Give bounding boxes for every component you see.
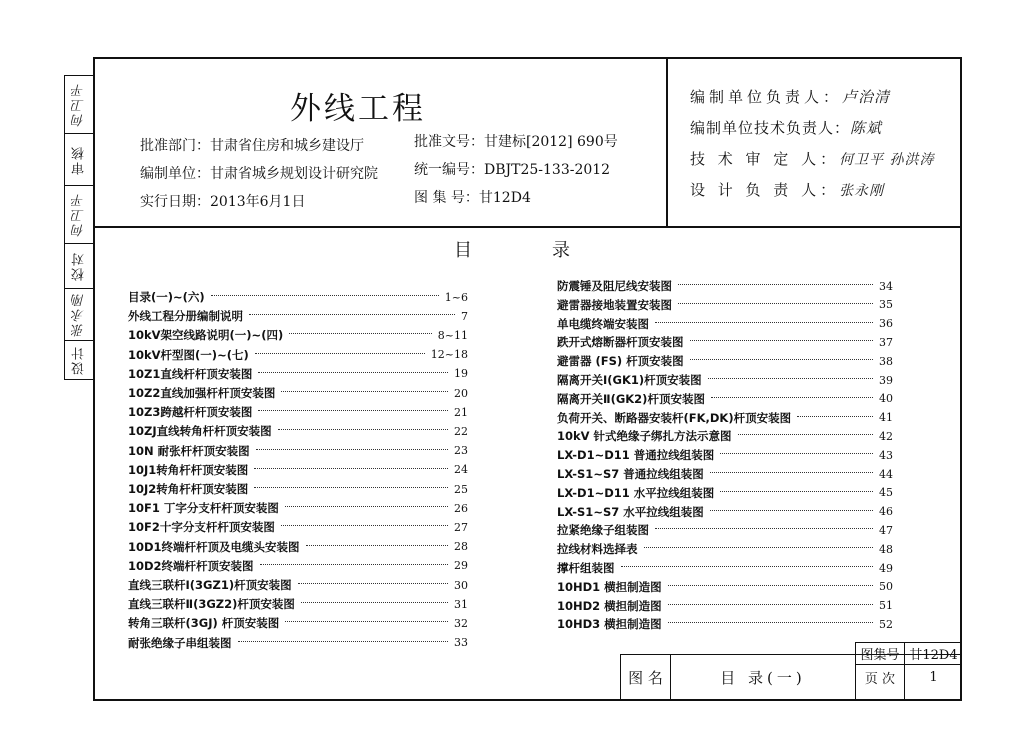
toc-entry xyxy=(557,297,893,313)
toc-entry-title: 避雷器接地装置安装图 xyxy=(557,297,672,312)
toc-leader-dots xyxy=(285,505,448,507)
toc-entry-page: 32 xyxy=(454,616,468,630)
page-number-value: 1 xyxy=(929,670,938,685)
toc-entry xyxy=(128,519,468,535)
toc-entry-page: 19 xyxy=(454,367,468,381)
toc-entry-page: 42 xyxy=(879,429,893,443)
toc-entry-title: 10J1转角杆杆顶安装图 xyxy=(128,462,249,477)
toc-entry xyxy=(128,558,468,574)
toc-entry xyxy=(128,596,468,612)
toc-entry-page: 29 xyxy=(454,559,468,573)
toc-leader-dots xyxy=(678,283,873,285)
toc-entry-title: 耐张绝缘子串组装图 xyxy=(128,635,232,650)
toc-entry xyxy=(557,522,893,538)
toc-leader-dots xyxy=(211,294,439,296)
toc-entry-page: 24 xyxy=(454,463,468,477)
toc-entry xyxy=(557,616,893,632)
toc-entry-page: 25 xyxy=(454,482,468,496)
approval-side-strip xyxy=(64,75,94,380)
toc-entry-title: 10kV架空线路说明(一)~(四) xyxy=(128,328,284,343)
toc-entry-title: 10ZJ直线转角杆杆顶安装图 xyxy=(128,424,272,439)
atlas-number-label: 图集号 xyxy=(860,648,900,663)
toc-leader-dots xyxy=(738,433,873,435)
toc-entry-page: 37 xyxy=(879,335,893,349)
toc-entry xyxy=(128,423,468,439)
toc-leader-dots xyxy=(710,471,873,473)
toc-leader-dots xyxy=(281,390,448,392)
toc-leader-dots xyxy=(644,546,874,548)
toc-entry-page: 50 xyxy=(879,580,893,594)
toc-entry-page: 45 xyxy=(879,486,893,500)
toc-entry-title: 外线工程分册编制说明 xyxy=(128,309,243,324)
tech-head-row xyxy=(690,117,882,138)
toc-entry-title: 拉线材料选择表 xyxy=(557,542,638,557)
design-label: 设计 xyxy=(71,345,87,375)
toc-entry-title: LX-S1~S7 普通拉线组装图 xyxy=(557,467,704,481)
toc-entry xyxy=(128,308,468,324)
design-head-label: 设 计 负 责 人： xyxy=(690,181,840,199)
toc-leader-dots xyxy=(278,428,448,430)
toc-entry-title: 10F2十字分支杆杆顶安装图 xyxy=(128,520,275,535)
toc-entry xyxy=(128,462,468,478)
toc-heading-right: 录 xyxy=(552,240,570,261)
toc-leader-dots xyxy=(249,313,455,315)
toc-entry xyxy=(128,500,468,516)
toc-entry-title: 目录(一)~(六) xyxy=(128,290,205,304)
unit-head-signature: 卢治清 xyxy=(842,88,891,106)
toc-leader-dots xyxy=(306,544,448,546)
toc-entry-title: 直线三联杆Ⅰ(3GZ1)杆顶安装图 xyxy=(128,578,292,592)
toc-entry xyxy=(128,347,468,363)
tech-review-label: 技 术 审 定 人： xyxy=(690,150,840,168)
atlas-number: 图 集 号：甘12D4 xyxy=(414,190,531,206)
toc-entry-page: 36 xyxy=(879,317,893,331)
toc-entry xyxy=(557,372,893,388)
toc-leader-dots xyxy=(260,563,448,565)
toc-entry xyxy=(557,334,893,350)
toc-entry xyxy=(128,481,468,497)
approval-document-number: 批准文号：甘建标[2012] 690号 xyxy=(414,134,618,150)
toc-leader-dots xyxy=(254,486,448,488)
toc-entry-title: 跌开式熔断器杆顶安装图 xyxy=(557,335,684,350)
toc-entry xyxy=(128,577,468,593)
toc-leader-dots xyxy=(238,640,449,642)
toc-entry-title: 撑杆组装图 xyxy=(557,561,615,575)
toc-entry-page: 51 xyxy=(879,599,893,613)
toc-leader-dots xyxy=(258,409,448,411)
page-number-label: 页 次 xyxy=(864,672,896,687)
compiling-unit: 编制单位：甘肃省城乡规划设计研究院 xyxy=(140,166,378,182)
toc-entry xyxy=(557,598,893,614)
toc-entry-title: 拉紧绝缘子组装图 xyxy=(557,523,649,538)
toc-entry-page: 26 xyxy=(454,501,468,515)
review-signature: 何卫平 xyxy=(71,82,87,127)
toc-leader-dots xyxy=(690,358,873,360)
toc-leader-dots xyxy=(285,620,448,622)
toc-leader-dots xyxy=(720,490,873,492)
toc-leader-dots xyxy=(621,565,874,567)
toc-entry xyxy=(557,485,893,501)
toc-entry xyxy=(128,635,468,651)
toc-entry-page: 52 xyxy=(879,617,893,631)
toc-entry-page: 27 xyxy=(454,520,468,534)
toc-entry-page: 8~11 xyxy=(437,328,468,342)
toc-entry-page: 22 xyxy=(454,424,468,438)
toc-leader-dots xyxy=(720,452,873,454)
toc-entry xyxy=(128,385,468,401)
review-label: 审核 xyxy=(71,144,87,175)
toc-entry-title: 10J2转角杆杆顶安装图 xyxy=(128,482,249,496)
toc-entry-page: 23 xyxy=(454,444,468,458)
tech-head-label: 编制单位技术负责人： xyxy=(690,119,851,137)
toc-entry xyxy=(557,579,893,595)
toc-entry xyxy=(128,327,468,343)
toc-entry xyxy=(128,404,468,420)
toc-entry-title: 10Z2直线加强杆杆顶安装图 xyxy=(128,386,276,400)
toc-entry xyxy=(557,466,893,482)
design-label-cell xyxy=(65,341,93,379)
toc-entry-title: 10N 耐张杆杆顶安装图 xyxy=(128,443,250,458)
toc-entry xyxy=(557,541,893,557)
review-signature-cell xyxy=(65,76,93,134)
toc-entry xyxy=(128,289,468,305)
toc-entry-page: 31 xyxy=(454,597,468,611)
header-vertical-divider xyxy=(666,57,668,227)
toc-entry-title: 10kV杆型图(一)~(七) xyxy=(128,347,249,362)
toc-entry-title: 直线三联杆Ⅱ(3GZ2)杆顶安装图 xyxy=(128,597,295,612)
toc-entry-page: 49 xyxy=(879,561,893,575)
drawing-name: 目 录(一) xyxy=(720,669,806,687)
unit-head-label: 编制单位负责人： xyxy=(690,88,843,106)
check-label: 校对 xyxy=(71,251,87,281)
toc-leader-dots xyxy=(797,415,873,417)
drawing-name-label: 图 名 xyxy=(628,669,663,687)
toc-leader-dots xyxy=(678,302,873,304)
toc-entry-title: 10Z1直线杆杆顶安装图 xyxy=(128,366,253,381)
toc-entry-title: 隔离开关Ⅱ(GK2)杆顶安装图 xyxy=(557,391,705,406)
toc-leader-dots xyxy=(710,509,873,511)
toc-leader-dots xyxy=(301,601,448,603)
design-head-row xyxy=(690,179,884,200)
check-signature-cell xyxy=(65,186,93,244)
design-signature-cell xyxy=(65,289,93,341)
toc-leader-dots xyxy=(668,621,873,623)
toc-entry-title: 10HD2 横担制造图 xyxy=(557,598,662,613)
toc-entry-title: 10Z3跨越杆杆顶安装图 xyxy=(128,405,253,420)
toc-entry xyxy=(557,278,893,294)
toc-entry-title: LX-D1~D11 水平拉线组装图 xyxy=(557,485,715,500)
toc-entry-title: 10F1 丁字分支杆杆顶安装图 xyxy=(128,501,279,516)
toc-entry-title: 10D1终端杆杆顶及电缆头安装图 xyxy=(128,539,300,554)
toc-entry-title: LX-D1~D11 普通拉线组装图 xyxy=(557,448,715,463)
page-title: 外线工程 xyxy=(290,91,426,127)
toc-entry-page: 43 xyxy=(879,448,893,462)
toc-leader-dots xyxy=(256,448,448,450)
toc-entry-title: 10HD1 横担制造图 xyxy=(557,579,662,594)
unified-number: 统一编号：DBJT25-133-2012 xyxy=(414,162,611,178)
toc-entry-page: 41 xyxy=(879,411,893,425)
toc-entry-page: 39 xyxy=(879,373,893,387)
toc-entry-page: 47 xyxy=(879,523,893,537)
toc-entry-title: 负荷开关、断路器安装杆(FK,DK)杆顶安装图 xyxy=(557,410,792,425)
toc-entry xyxy=(557,391,893,407)
toc-leader-dots xyxy=(289,332,432,334)
tech-review-signature: 何卫平 孙洪涛 xyxy=(839,152,935,168)
toc-entry xyxy=(128,539,468,555)
toc-entry-page: 46 xyxy=(879,505,893,519)
check-signature: 何卫平 xyxy=(71,192,87,237)
toc-entry-page: 35 xyxy=(879,298,893,312)
toc-entry xyxy=(128,615,468,631)
design-signature: 张永刚 xyxy=(71,292,87,337)
toc-entry-title: 隔离开关Ⅰ(GK1)杆顶安装图 xyxy=(557,373,702,387)
toc-entry-title: 避雷器 (FS) 杆顶安装图 xyxy=(557,354,684,369)
toc-entry-page: 7 xyxy=(461,309,468,323)
toc-entry-title: 转角三联杆(3GJ) 杆顶安装图 xyxy=(128,616,280,631)
toc-entry-title: 10D2终端杆杆顶安装图 xyxy=(128,558,254,573)
toc-entry-title: 10kV 针式绝缘子绑扎方法示意图 xyxy=(557,429,732,444)
toc-leader-dots xyxy=(298,582,448,584)
toc-leader-dots xyxy=(655,527,873,529)
toc-leader-dots xyxy=(255,352,425,354)
toc-entry xyxy=(557,410,893,426)
unit-head-row xyxy=(690,86,890,107)
toc-entry-title: 单电缆终端安装图 xyxy=(557,316,649,331)
toc-leader-dots xyxy=(258,371,448,373)
tech-head-signature: 陈斌 xyxy=(850,119,883,137)
approval-department: 批准部门：甘肃省住房和城乡建设厅 xyxy=(140,138,364,154)
toc-leader-dots xyxy=(668,584,873,586)
toc-entry-page: 34 xyxy=(879,279,893,293)
toc-entry-page: 38 xyxy=(879,354,893,368)
toc-leader-dots xyxy=(281,524,448,526)
toc-entry-title: LX-S1~S7 水平拉线组装图 xyxy=(557,504,704,519)
toc-entry xyxy=(557,316,893,332)
toc-entry xyxy=(557,447,893,463)
toc-entry-page: 30 xyxy=(454,578,468,592)
toc-entry xyxy=(557,353,893,369)
toc-entry-page: 40 xyxy=(879,392,893,406)
design-head-signature: 张永刚 xyxy=(839,183,885,199)
tech-review-row xyxy=(690,148,935,169)
toc-entry-title: 防震锤及阻尼线安装图 xyxy=(557,279,672,293)
toc-leader-dots xyxy=(690,339,874,341)
toc-leader-dots xyxy=(708,377,873,379)
toc-heading-left: 目 xyxy=(454,240,472,261)
review-label-cell xyxy=(65,134,93,186)
toc-leader-dots xyxy=(254,467,448,469)
toc-entry-page: 48 xyxy=(879,542,893,556)
toc-entry-page: 21 xyxy=(454,405,468,419)
toc-entry-title: 10HD3 横担制造图 xyxy=(557,617,662,632)
toc-leader-dots xyxy=(711,396,873,398)
effective-date: 实行日期：2013年6月1日 xyxy=(140,194,306,210)
toc-entry-page: 28 xyxy=(454,540,468,554)
toc-leader-dots xyxy=(668,603,873,605)
atlas-number-value: 甘12D4 xyxy=(909,648,958,663)
toc-entry-page: 33 xyxy=(454,636,468,650)
toc-leader-dots xyxy=(655,321,873,323)
toc-entry xyxy=(557,560,893,576)
toc-entry xyxy=(128,366,468,382)
toc-entry-page: 20 xyxy=(454,386,468,400)
toc-entry xyxy=(557,428,893,444)
toc-entry xyxy=(557,504,893,520)
header-divider xyxy=(93,226,962,228)
toc-entry-page: 12~18 xyxy=(430,348,468,362)
check-label-cell xyxy=(65,244,93,289)
toc-entry-page: 44 xyxy=(879,467,893,481)
toc-entry xyxy=(128,443,468,459)
toc-entry-page: 1~6 xyxy=(444,290,468,304)
